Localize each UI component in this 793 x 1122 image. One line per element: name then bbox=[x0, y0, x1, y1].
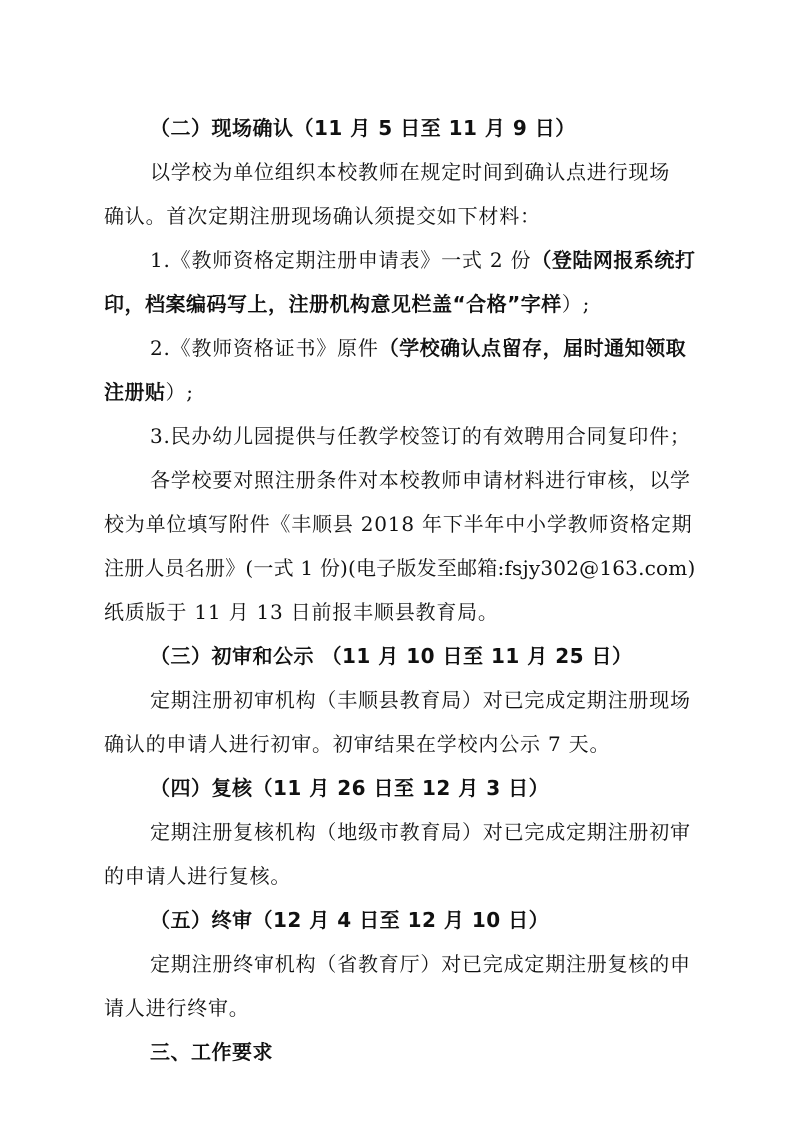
paragraph-line: 以学校为单位组织本校教师在规定时间到确认点进行现场 bbox=[150, 160, 670, 184]
list-item-emphasis: （学校确认点留存，届时通知领取 bbox=[378, 336, 687, 360]
list-item-emphasis: （登陆网报系统打 bbox=[531, 248, 696, 272]
list-item-emphasis: 印，档案编码写上，注册机构意见栏盖“合格”字样 bbox=[104, 292, 562, 316]
part-heading-work-requirements: 三、工作要求 bbox=[150, 1040, 273, 1064]
paragraph-line: 请人进行终审。 bbox=[104, 996, 250, 1020]
list-item-text: 2.《教师资格证书》原件 bbox=[150, 336, 379, 360]
paragraph-line: 确认的申请人进行初审。初审结果在学校内公示 7 天。 bbox=[104, 732, 611, 756]
list-item-emphasis: 注册贴 bbox=[104, 380, 166, 404]
list-item-1-continued bbox=[104, 290, 590, 318]
list-item-1 bbox=[150, 246, 695, 274]
paragraph-line: 校为单位填写附件《丰顺县 2018 年下半年中小学教师资格定期 bbox=[104, 512, 693, 536]
paragraph-line: 定期注册终审机构（省教育厅）对已完成定期注册复核的申 bbox=[150, 952, 691, 976]
list-item-text: ）; bbox=[561, 292, 591, 316]
paragraph-line: 各学校要对照注册条件对本校教师申请材料进行审核，以学 bbox=[150, 468, 691, 492]
paragraph-line: 定期注册初审机构（丰顺县教育局）对已完成定期注册现场 bbox=[150, 688, 691, 712]
paragraph-line: 注册人员名册》(一式 1 份)(电子版发至邮箱:fsjy302@163.com) bbox=[104, 556, 696, 580]
list-item-text: ）; bbox=[165, 380, 194, 404]
list-item-2-continued bbox=[104, 378, 194, 406]
list-item-text: 1.《教师资格定期注册申请表》一式 2 份 bbox=[150, 248, 532, 272]
section-heading-final-review: （五）终审（12 月 4 日至 12 月 10 日） bbox=[150, 908, 550, 932]
section-heading-recheck: （四）复核（11 月 26 日至 12 月 3 日） bbox=[150, 776, 550, 800]
section-heading-onsite-confirmation: （二）现场确认（11 月 5 日至 11 月 9 日） bbox=[150, 116, 576, 140]
section-heading-preliminary-review: （三）初审和公示 （11 月 10 日至 11 月 25 日） bbox=[150, 644, 633, 668]
list-item-3: 3.民办幼儿园提供与任教学校签订的有效聘用合同复印件； bbox=[150, 424, 691, 448]
list-item-2 bbox=[150, 334, 686, 362]
paragraph-line: 的申请人进行复核。 bbox=[104, 864, 292, 888]
paragraph-line: 纸质版于 11 月 13 日前报丰顺县教育局。 bbox=[104, 600, 499, 624]
paragraph-line: 定期注册复核机构（地级市教育局）对已完成定期注册初审 bbox=[150, 820, 691, 844]
paragraph-line: 确认。首次定期注册现场确认须提交如下材料： bbox=[104, 204, 541, 228]
